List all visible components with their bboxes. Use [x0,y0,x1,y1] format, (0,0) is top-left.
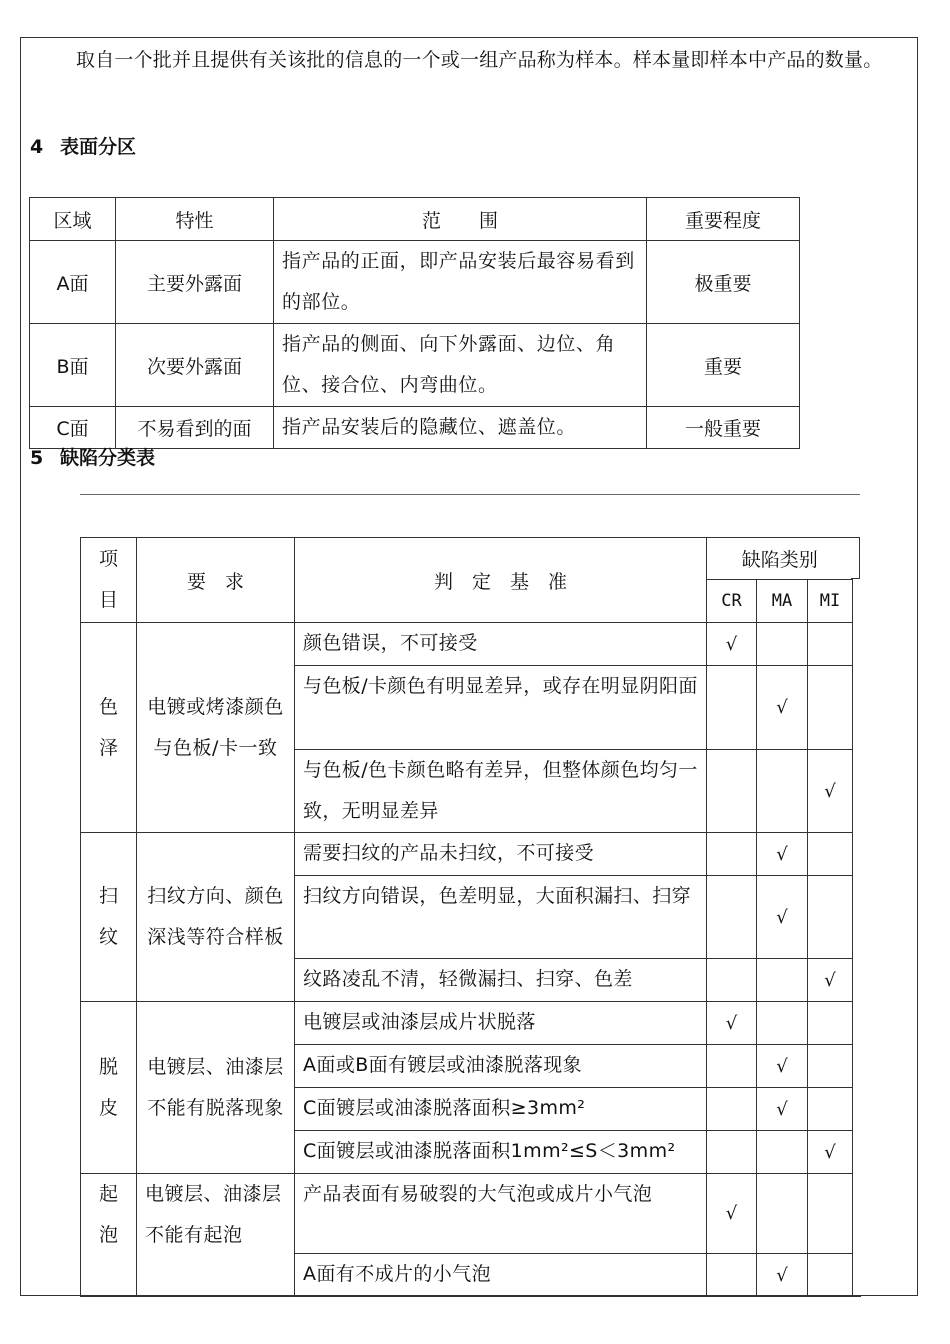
mi-mark: √ [808,750,853,833]
section-4-title: 表面分区 [60,136,137,158]
zone-header-feature: 特性 [116,198,274,241]
item-line: 起 [98,1183,118,1205]
zone-header-importance: 重要程度 [647,198,800,241]
criterion-cell: 电镀层或油漆层成片状脱落 [295,1002,707,1045]
ma-mark [757,1131,808,1174]
ma-mark [757,1002,808,1045]
requirement-cell: 电镀层、油漆层不能有起泡 [137,1174,295,1297]
ma-mark: √ [757,1254,808,1297]
cr-mark [707,1131,757,1174]
ma-mark: √ [757,1045,808,1088]
ma-mark [757,1174,808,1254]
header-cr: CR [707,580,757,623]
ma-mark: √ [757,666,808,750]
section-5-number: 5 [30,447,44,469]
criterion-cell: 纹路凌乱不清，轻微漏扫、扫穿、色差 [295,959,707,1002]
item-cell [81,623,137,833]
zone-cell: B面 [30,324,116,407]
divider-line [80,494,860,495]
range-cell: 指产品的正面，即产品安装后最容易看到的部位。 [274,241,647,324]
cr-mark: √ [707,1174,757,1254]
cr-mark [707,1254,757,1297]
section-5-title: 缺陷分类表 [60,447,156,469]
criterion-cell: 与色板/卡颜色有明显差异，或存在明显阴阳面 [295,666,707,750]
mi-mark [808,1254,853,1297]
mi-mark [808,623,853,666]
item-line: 泽 [98,736,118,759]
requirement-cell: 扫纹方向、颜色深浅等符合样板 [137,833,295,1002]
zone-cell: A面 [30,241,116,324]
ma-mark [757,623,808,666]
header-category: 缺陷类别 [707,538,853,580]
zone-header-range: 范 围 [274,198,647,241]
header-criteria: 判 定 基 准 [295,538,707,623]
ma-mark [757,750,808,833]
surface-zone-table [29,197,800,449]
criterion-cell: 需要扫纹的产品未扫纹，不可接受 [295,833,707,876]
criterion-cell: 产品表面有易破裂的大气泡或成片小气泡 [295,1174,707,1254]
item-cell [81,833,137,1002]
item-cell [81,1174,137,1297]
cr-mark [707,1045,757,1088]
item-line: 色 [98,695,118,718]
header-item [81,538,137,623]
cr-mark: √ [707,623,757,666]
feature-cell: 次要外露面 [116,324,274,407]
cr-mark [707,1088,757,1131]
importance-cell: 极重要 [647,241,800,324]
mi-mark [808,833,853,876]
requirement-cell: 电镀层、油漆层不能有脱落现象 [137,1002,295,1174]
mi-mark [808,1174,853,1254]
mi-mark [808,1002,853,1045]
zone-header-zone: 区域 [30,198,116,241]
criterion-cell: A面或B面有镀层或油漆脱落现象 [295,1045,707,1088]
defect-header-row-1 [81,538,853,580]
section-4-heading [30,132,136,159]
cr-mark [707,666,757,750]
mi-mark [808,1045,853,1088]
header-item-line2: 目 [98,589,118,611]
zone-table-header-row [30,198,800,241]
category-header-overhang [851,537,860,579]
zone-cell: C面 [30,407,116,449]
mi-mark: √ [808,959,853,1002]
mi-mark: √ [808,1131,853,1174]
cr-mark [707,750,757,833]
feature-cell: 主要外露面 [116,241,274,324]
cr-mark [707,959,757,1002]
mi-mark [808,876,853,959]
range-cell: 指产品安装后的隐藏位、遮盖位。 [274,407,647,449]
cr-mark: √ [707,1002,757,1045]
item-line: 皮 [98,1096,118,1119]
criterion-cell: 扫纹方向错误，色差明显，大面积漏扫、扫穿 [295,876,707,959]
cr-mark [707,833,757,876]
item-line: 扫 [98,885,118,907]
ma-mark [757,959,808,1002]
cr-mark [707,876,757,959]
item-cell [81,1002,137,1174]
item-line: 纹 [98,926,118,948]
defect-row [81,833,853,876]
intro-paragraph: 取自一个批并且提供有关该批的信息的一个或一组产品称为样本。样本量即样本中产品的数量。 [76,49,883,71]
ma-mark: √ [757,833,808,876]
defect-row [81,1002,853,1045]
item-line: 脱 [98,1055,118,1078]
table-bottom-tail [851,1296,861,1297]
importance-cell: 重要 [647,324,800,407]
importance-cell: 一般重要 [647,407,800,449]
criterion-cell: 与色板/色卡颜色略有差异，但整体颜色均匀一致，无明显差异 [295,750,707,833]
criterion-cell: A面有不成片的小气泡 [295,1254,707,1297]
feature-cell: 不易看到的面 [116,407,274,449]
mi-mark [808,666,853,750]
criterion-cell: C面镀层或油漆脱落面积≥3mm² [295,1088,707,1131]
requirement-cell: 电镀或烤漆颜色与色板/卡一致 [137,623,295,833]
defect-row [81,1174,853,1254]
criterion-cell: C面镀层或油漆脱落面积1mm²≤S＜3mm² [295,1131,707,1174]
defect-classification-table [80,537,853,1297]
item-line: 泡 [98,1224,118,1246]
header-mi: MI [808,580,853,623]
header-requirement: 要 求 [137,538,295,623]
ma-mark: √ [757,1088,808,1131]
ma-mark: √ [757,876,808,959]
criterion-cell: 颜色错误，不可接受 [295,623,707,666]
zone-row-b [30,324,800,407]
defect-row [81,623,853,666]
range-cell: 指产品的侧面、向下外露面、边位、角位、接合位、内弯曲位。 [274,324,647,407]
header-ma: MA [757,580,808,623]
section-4-number: 4 [30,136,44,158]
section-5-heading [30,443,155,470]
zone-row-a [30,241,800,324]
mi-mark [808,1088,853,1131]
header-item-line1: 项 [98,548,118,570]
